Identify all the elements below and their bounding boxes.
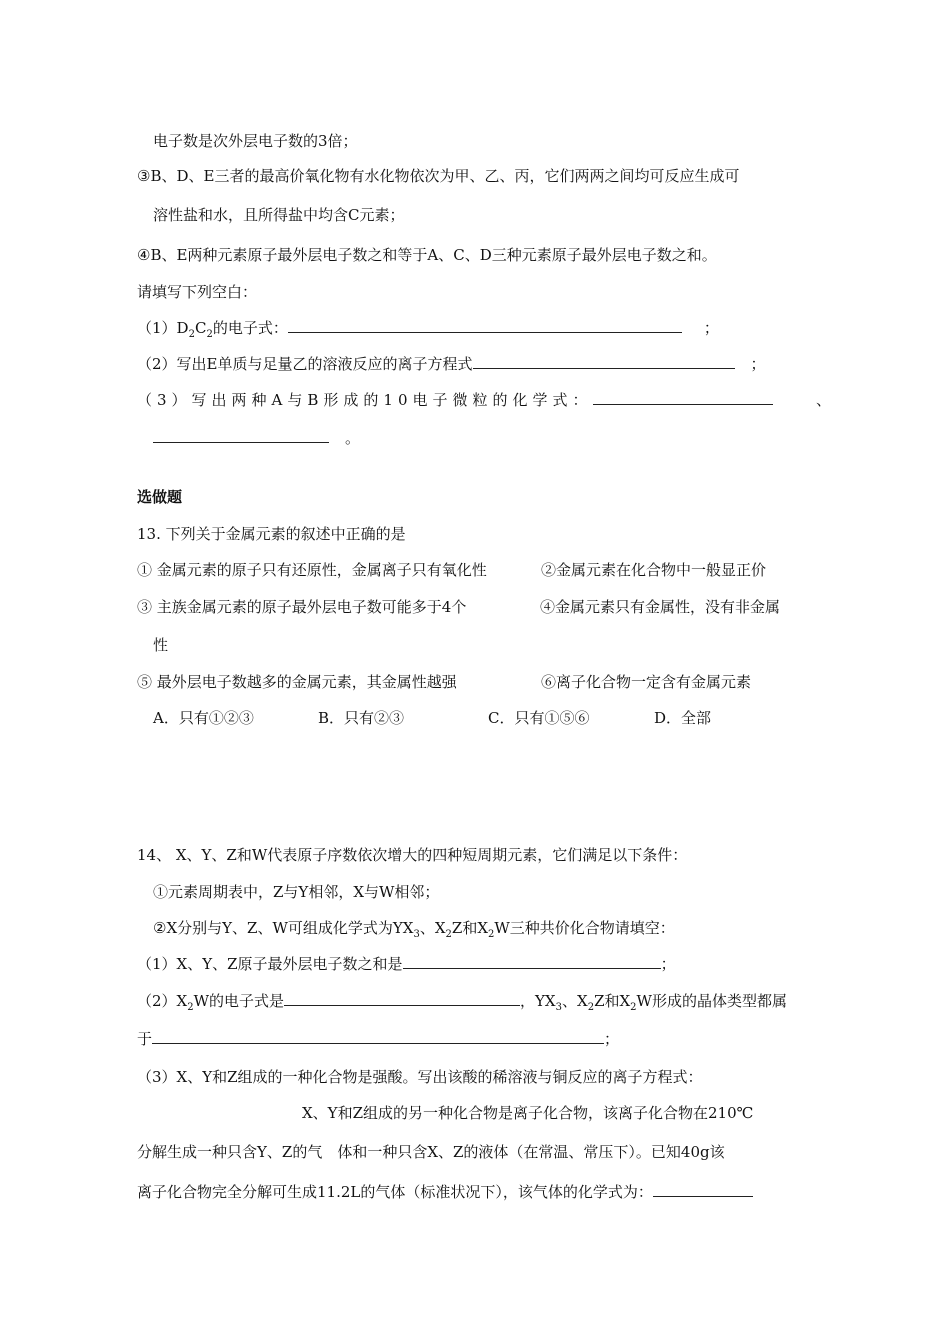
part-3-line-3: 分解生成一种只含Y、Z的气 体和一种只含X、Z的液体（在常温、常压下）。已知40g该 (137, 1143, 725, 1161)
part-3: （3）X、Y和Z组成的一种化合物是强酸。写出该酸的稀溶液与铜反应的离子方程式： (137, 1068, 703, 1086)
answer-blank[interactable] (152, 1029, 604, 1044)
instruction: 请填写下列空白： (137, 283, 258, 301)
answer-blank[interactable] (153, 428, 329, 443)
answer-blank[interactable] (288, 318, 682, 333)
option-b[interactable]: B．只有②③ (318, 709, 405, 727)
question-stem: 14、 X、Y、Z和W代表原子序数依次增大的四种短周期元素，它们满足以下条件： (137, 846, 688, 864)
text-line: ④B、E两种元素原子最外层电子数之和等于A、C、D三种元素原子最外层电子数之和。 (137, 246, 717, 264)
question-1: $(1)D_2C_2$的电子式： ； (137, 319, 719, 340)
text-line: 电子数是次外层电子数的3倍； (153, 132, 358, 150)
separator: 、 (816, 391, 832, 409)
part-2: $(2)X_2W$的电子式是 ，$YX_3$、$X_2Z$和$X_2W$形成的晶体类型都属 (137, 992, 787, 1013)
question-2: （2）写出E单质与足量乙的溶液反应的离子方程式 ； (137, 355, 766, 373)
question-3-line-2: 。 (153, 428, 360, 448)
answer-blank[interactable] (473, 354, 735, 369)
question-3: （3）写出两种A与B形成的10电子微粒的化学式： (137, 390, 773, 410)
statement-2: ②金属元素在化合物中一般显正价 (541, 561, 767, 579)
answer-blank[interactable] (653, 1182, 753, 1197)
part-1: （1）X、Y、Z原子最外层电子数之和是 ； (137, 955, 676, 973)
statement-4: ④金属元素只有金属性，没有非金属 (540, 598, 781, 616)
answer-blank[interactable] (403, 954, 661, 969)
answer-blank[interactable] (284, 991, 520, 1006)
answer-blank[interactable] (593, 390, 773, 405)
statement-3: ③ 主族金属元素的原子最外层电子数可能多于4个 (137, 598, 467, 616)
text-line: ③B、D、E三者的最高价氧化物有水化物依次为甲、乙、丙，它们两两之间均可反应生成可 (137, 167, 740, 185)
statement-4-cont: 性 (153, 636, 169, 654)
section-title: 选做题 (137, 488, 183, 506)
condition-1: ①元素周期表中，Z与Y相邻，X与W相邻； (153, 883, 440, 901)
text-line: 溶性盐和水，且所得盐中均含C元素； (153, 206, 405, 224)
option-a[interactable]: A．只有①②③ (153, 709, 254, 727)
question-stem: 13. 下列关于金属元素的叙述中正确的是 (137, 525, 406, 543)
part-2-cont: 于 ； (137, 1030, 620, 1048)
part-3-line-4: 离子化合物完全分解可生成11.2L的气体（标准状况下），该气体的化学式为： (137, 1182, 753, 1202)
option-d[interactable]: D．全部 (654, 709, 712, 727)
condition-2: ②X分别与Y、Z、W可组成化学式为$YX_3$、$X_2Z$和$X_2W$三种共价化合物请填空： (153, 919, 675, 940)
part-3-line-2: X、Y和Z组成的另一种化合物是离子化合物，该离子化合物在210℃ (302, 1104, 754, 1122)
option-c[interactable]: C．只有①⑤⑥ (488, 709, 590, 727)
statement-6: ⑥离子化合物一定含有金属元素 (541, 673, 752, 691)
statement-5: ⑤ 最外层电子数越多的金属元素，其金属性越强 (137, 673, 457, 691)
statement-1: ① 金属元素的原子只有还原性，金属离子只有氧化性 (137, 561, 487, 579)
